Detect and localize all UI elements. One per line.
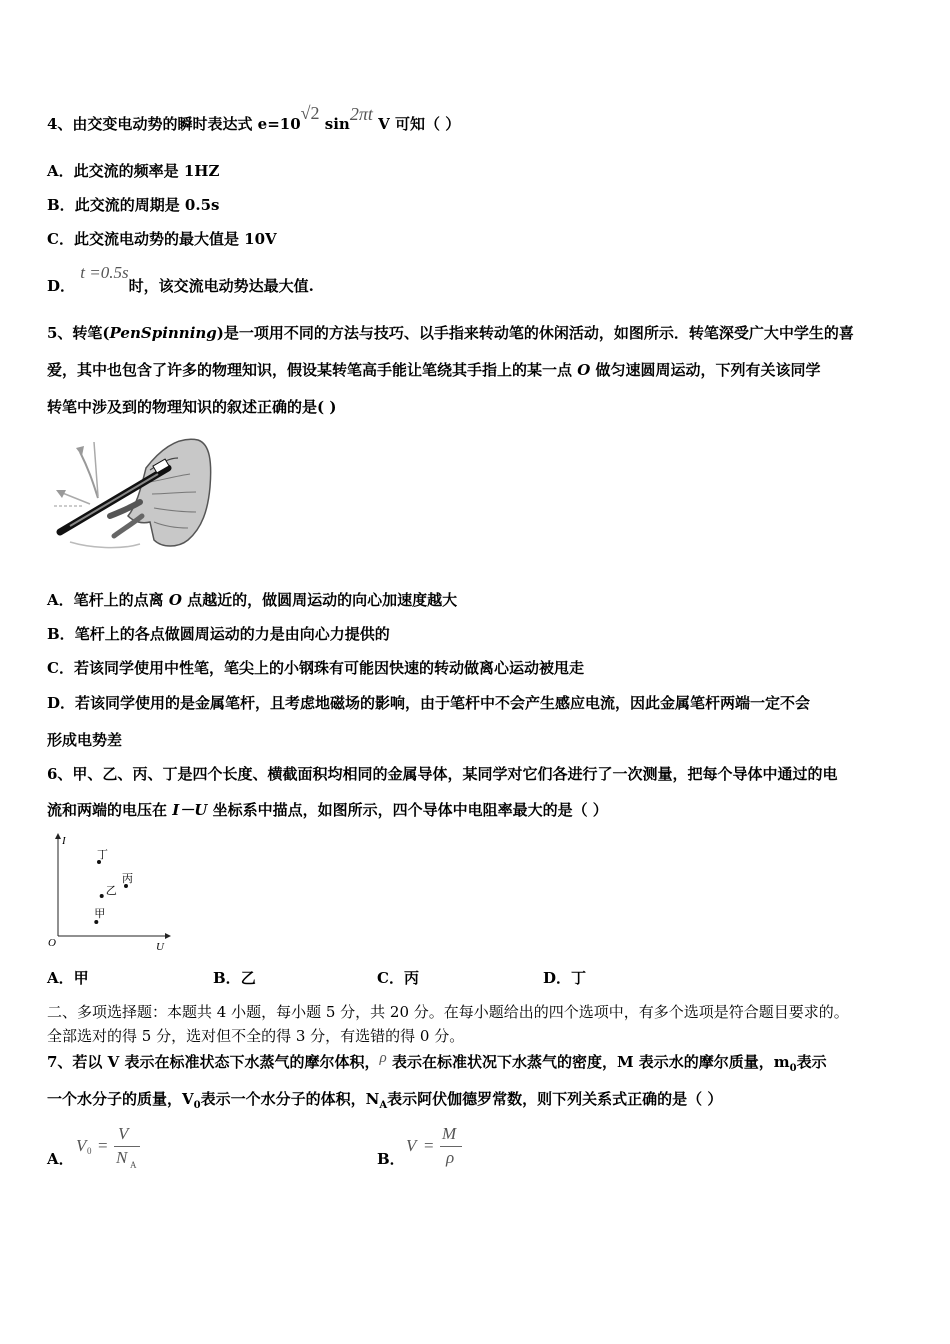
q5-italic: PenSpinning [109, 324, 217, 342]
q7-rho: ρ [379, 1050, 387, 1066]
q7-line2 [47, 1089, 722, 1116]
section-text: 全部选对的得 5 分，选对但不全的得 3 分，有选错的得 0 分。 [47, 1027, 465, 1045]
option-label: B． [47, 196, 75, 214]
q5-line1 [47, 323, 854, 343]
q5-option-d-cont [47, 730, 122, 750]
q5-text: 5、转笔( [47, 324, 110, 342]
q5-text: 爱，其中也包含了许多的物理知识，假设某转笔高手能让笔绕其手指上的某一点 [47, 361, 578, 379]
option-label: D． [47, 277, 76, 295]
q6-option-b [213, 968, 256, 988]
option-text: 乙 [240, 969, 256, 987]
data-point-label: 丁 [97, 848, 108, 861]
origin-label: O [48, 937, 56, 949]
option-label: C． [47, 659, 74, 677]
q4-option-b [47, 195, 219, 215]
option-label: B． [47, 625, 75, 643]
q6-option-d [543, 968, 586, 988]
q5-option-a [47, 590, 457, 610]
formula-numerator: M [442, 1124, 457, 1143]
option-label: B． [213, 969, 241, 987]
option-text: 甲 [73, 969, 89, 987]
q6-text: 6、甲、乙、丙、丁是四个长度、横截面积均相同的金属导体，某同学对它们各进行了一次测量，把每个导体中通过的电 [47, 765, 838, 783]
q4-stem-suffix: V 可知（ ） [378, 115, 461, 133]
fraction-bar [440, 1146, 462, 1147]
formula-denominator-sub: A [130, 1160, 137, 1170]
formula-lhs: V [76, 1136, 87, 1155]
option-text: 笔杆上的各点做圆周运动的力是由向心力提供的 [74, 625, 390, 643]
formula-numerator: V [118, 1124, 129, 1143]
formula-denominator: N [116, 1148, 128, 1167]
option-label: A． [47, 162, 74, 180]
data-point-label: 乙 [105, 884, 117, 897]
iu-graph [44, 832, 174, 954]
option-text: 丙 [403, 969, 419, 987]
option-label: C． [47, 230, 74, 248]
option-text: 此交流电动势的最大值是 10V [73, 230, 277, 248]
q7-sub: 0 [193, 1100, 201, 1111]
q4-sqrt: √2 [300, 103, 320, 123]
data-point-1 [100, 894, 104, 898]
q5-line3 [47, 397, 336, 417]
q4-option-d [47, 263, 314, 296]
q4-stem-prefix: 4、由交变电动势的瞬时表达式 e=10 [47, 115, 301, 133]
q5-text: 做匀速圆周运动，下列有关该同学 [590, 361, 821, 379]
q6-line1 [47, 764, 837, 784]
q7-text: 7、若以 V 表示在标准状态下水蒸气的摩尔体积， [47, 1053, 380, 1071]
option-text: 若该同学使用的是金属笔杆，且考虑地磁场的影响，由于笔杆中不会产生感应电流，因此金属笔杆两端一定不会 [75, 694, 811, 712]
formula-eq: = [424, 1136, 434, 1155]
q4-d-math: t =0.5s [80, 263, 129, 282]
q7-text: 一个水分子的质量，V [47, 1090, 194, 1108]
q6-line2 [47, 800, 608, 820]
q7-option-a-label: A． [47, 1150, 74, 1168]
q5-text: 转笔中涉及到的物理知识的叙述正确的是( ) [47, 398, 337, 416]
section-text: 二、多项选择题：本题共 4 小题，每小题 5 分，共 20 分。在每小题给出的四个选项中，有多个选项是符合题目要求的。 [47, 1003, 849, 1021]
q4-stem [47, 103, 461, 134]
option-text: 此交流的频率是 1HZ [73, 162, 220, 180]
pen-spinning-illustration [50, 432, 212, 562]
u-axis-label: U [156, 941, 164, 953]
i-axis-label: I [62, 835, 66, 847]
option-text: 此交流的周期是 0.5s [74, 196, 220, 214]
option-label: A． [47, 591, 74, 609]
q5-option-d [47, 693, 810, 713]
q7-text: 表示阿伏伽德罗常数，则下列关系式正确的是（ ） [387, 1090, 723, 1108]
option-label: C． [377, 969, 404, 987]
formula-lhs: V [406, 1136, 417, 1155]
q6-text: 坐标系中描点，如图所示，四个导体中电阻率最大的是（ ） [207, 801, 608, 819]
q7-text: 表示在标准状况下水蒸气的密度，M 表示水的摩尔质量，m [386, 1053, 790, 1071]
option-text: 若该同学使用中性笔，笔尖上的小钢珠有可能因快速的转动做离心运动被甩走 [73, 659, 584, 677]
section2-line2 [47, 1026, 464, 1046]
option-label: D． [543, 969, 572, 987]
formula-lhs-sub: 0 [87, 1146, 92, 1156]
q7-line1 [47, 1052, 827, 1079]
option-text: 笔杆上的点离 [73, 591, 169, 609]
q6-text: 流和两端的电压在 [47, 801, 173, 819]
q7-option-b-label: B． [377, 1150, 405, 1168]
q4-arg: 2πt [349, 104, 373, 124]
option-label: A． [47, 969, 74, 987]
q6-option-c [377, 968, 419, 988]
option-italic-o: O [168, 591, 182, 609]
option-label: D． [47, 694, 76, 712]
q4-option-c [47, 229, 277, 249]
data-point-label: 丙 [122, 872, 133, 885]
data-point-3 [94, 920, 98, 924]
q7-text: 表示 [796, 1053, 827, 1071]
option-text: 丁 [571, 969, 587, 987]
formula-denominator: ρ [446, 1148, 455, 1167]
q5-text: )是一项用不同的方法与技巧、以手指来转动笔的休闲活动，如图所示．转笔深受广大中学生的喜 [216, 324, 854, 342]
q7-text: 表示一个水分子的体积，N [200, 1090, 380, 1108]
data-point-label: 甲 [94, 907, 106, 920]
q5-italic-o: O [577, 361, 591, 379]
q5-option-c [47, 658, 584, 678]
option-text: 时，该交流电动势达最大值. [128, 277, 314, 295]
q5-option-b [47, 624, 390, 644]
option-text: 点越近的，做圆周运动的向心加速度越大 [181, 591, 458, 609]
q6-italic-iu: I－U [172, 801, 208, 819]
q7-sub: 0 [789, 1063, 797, 1074]
q4-option-a [47, 161, 219, 181]
section2-line1 [47, 1002, 849, 1022]
q6-option-a [47, 968, 89, 988]
q5-line2 [47, 360, 821, 380]
option-text: 形成电势差 [47, 731, 123, 749]
formula-eq: = [98, 1136, 108, 1155]
q4-sin: sin [324, 115, 350, 133]
q7-sub: A [379, 1100, 388, 1111]
fraction-bar [114, 1146, 140, 1147]
